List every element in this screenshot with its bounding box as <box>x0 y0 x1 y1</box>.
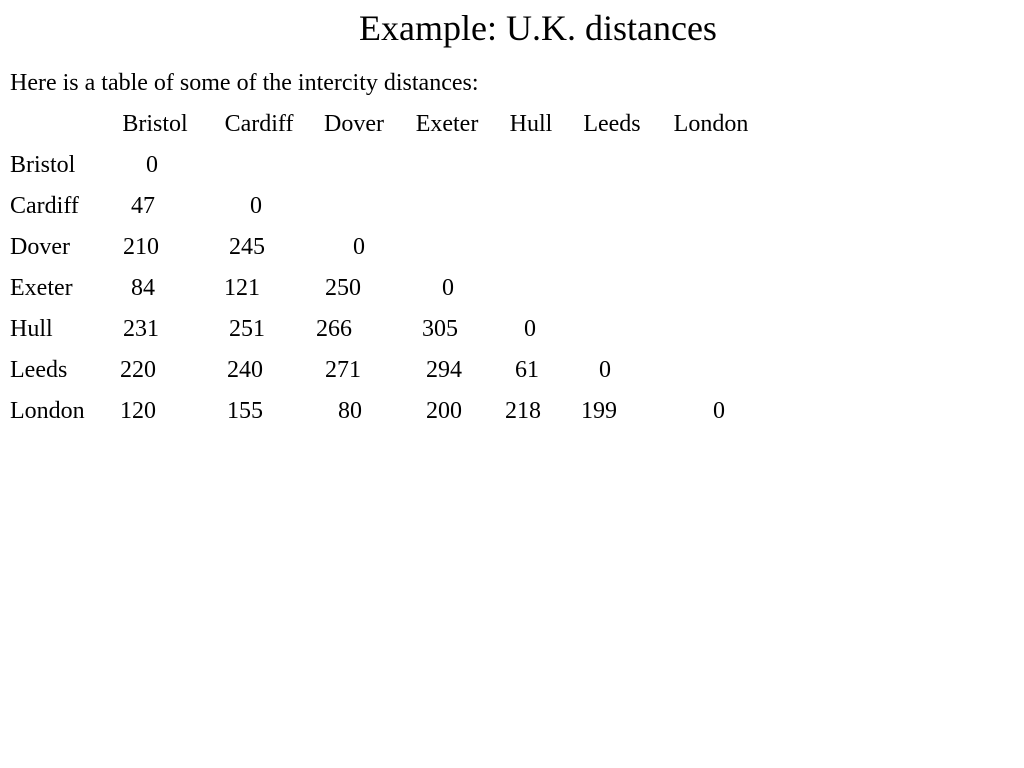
table-cell: 294 <box>426 357 462 383</box>
intro-text: Here is a table of some of the intercity distances: <box>10 70 479 96</box>
table-cell: 120 <box>120 398 156 424</box>
table-cell: 0 <box>353 234 365 260</box>
table-cell: 240 <box>227 357 263 383</box>
table-cell: 266 <box>316 316 352 342</box>
table-cell: 0 <box>599 357 611 383</box>
table-cell: 210 <box>123 234 159 260</box>
table-cell: 0 <box>524 316 536 342</box>
table-cell: 0 <box>146 152 158 178</box>
table-cell: 250 <box>325 275 361 301</box>
table-cell: 0 <box>250 193 262 219</box>
row-label-bristol: Bristol <box>10 152 76 178</box>
table-cell: 200 <box>426 398 462 424</box>
table-cell: 0 <box>442 275 454 301</box>
table-cell: 0 <box>713 398 725 424</box>
row-label-hull: Hull <box>10 316 53 342</box>
row-label-leeds: Leeds <box>10 357 68 383</box>
column-header-bristol: Bristol <box>122 111 188 137</box>
column-header-leeds: Leeds <box>583 111 641 137</box>
table-cell: 218 <box>505 398 541 424</box>
row-label-cardiff: Cardiff <box>10 193 79 219</box>
row-label-exeter: Exeter <box>10 275 73 301</box>
table-cell: 251 <box>229 316 265 342</box>
row-label-dover: Dover <box>10 234 70 260</box>
table-cell: 47 <box>131 193 155 219</box>
table-cell: 271 <box>325 357 361 383</box>
column-header-london: London <box>673 111 749 137</box>
table-cell: 84 <box>131 275 155 301</box>
table-cell: 80 <box>338 398 362 424</box>
table-cell: 121 <box>224 275 260 301</box>
table-cell: 231 <box>123 316 159 342</box>
table-cell: 305 <box>422 316 458 342</box>
row-label-london: London <box>10 398 85 424</box>
column-header-exeter: Exeter <box>415 111 479 137</box>
table-cell: 220 <box>120 357 156 383</box>
column-header-dover: Dover <box>324 111 384 137</box>
column-header-hull: Hull <box>509 111 553 137</box>
table-cell: 199 <box>581 398 617 424</box>
table-cell: 245 <box>229 234 265 260</box>
table-cell: 61 <box>515 357 539 383</box>
table-cell: 155 <box>227 398 263 424</box>
column-header-cardiff: Cardiff <box>224 111 294 137</box>
page-title: Example: U.K. distances <box>359 8 717 48</box>
